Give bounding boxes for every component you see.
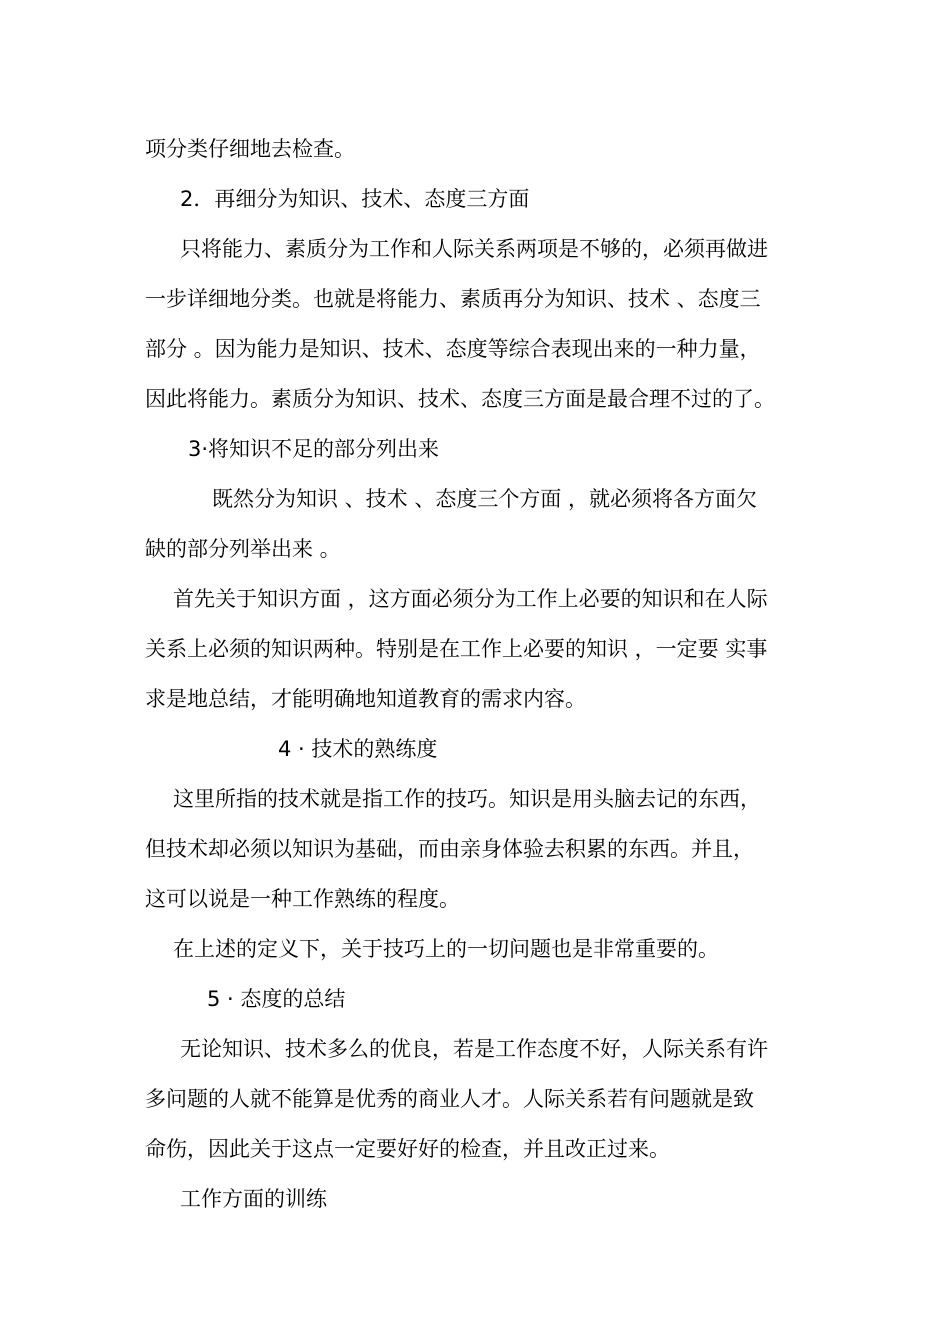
text-line: 在上述的定义下，关于技巧上的一切问题也是非常重要的。: [173, 937, 719, 961]
text-line: 关系上必须的知识两种。特别是在工作上必要的知识 ，一定要 实事: [145, 637, 768, 661]
section-heading: 工作方面的训练: [180, 1187, 327, 1211]
section-heading: 3·将知识不足的部分列出来: [188, 437, 440, 461]
text-line: 项分类仔细地去检查。: [145, 137, 355, 161]
text-line: 这里所指的技术就是指工作的技巧。知识是用头脑去记的东西，: [173, 787, 761, 811]
text-line: 无论知识、技术多么的优良，若是工作态度不好，人际关系有许: [180, 1037, 768, 1061]
text-line: 但技术却必须以知识为基础，而由亲身体验去积累的东西。并且，: [145, 837, 754, 861]
text-line: 因此将能力。素质分为知识、技术、态度三方面是最合理不过的了。: [145, 387, 775, 411]
text-line: 命伤，因此关于这点一定要好好的检查，并且改正过来。: [145, 1137, 670, 1161]
text-line: 这可以说是一种工作熟练的程度。: [145, 887, 460, 911]
text-line: 多问题的人就不能算是优秀的商业人才。人际关系若有问题就是致: [145, 1087, 754, 1111]
text-line: 求是地总结，才能明确地知道教育的需求内容。: [145, 687, 586, 711]
text-line: 只将能力、素质分为工作和人际关系两项是不够的，必须再做进: [180, 237, 768, 261]
text-line: 首先关于知识方面 ，这方面必须分为工作上必要的知识和在人际: [173, 587, 768, 611]
section-heading: 5 · 态度的总结: [207, 987, 346, 1011]
section-heading: 2．再细分为知识、技术、态度三方面: [180, 187, 530, 211]
text-line: 既然分为知识 、技术 、态度三个方面 ，就必须将各方面欠: [212, 487, 758, 511]
text-line: 部分 。因为能力是知识、技术、态度等综合表现出来的一种力量，: [145, 337, 761, 361]
section-heading: 4 · 技术的熟练度: [278, 737, 438, 761]
text-line: 缺的部分列举出来 。: [145, 537, 341, 561]
text-line: 一步详细地分类。也就是将能力、素质再分为知识、技术 、态度三: [145, 287, 761, 311]
